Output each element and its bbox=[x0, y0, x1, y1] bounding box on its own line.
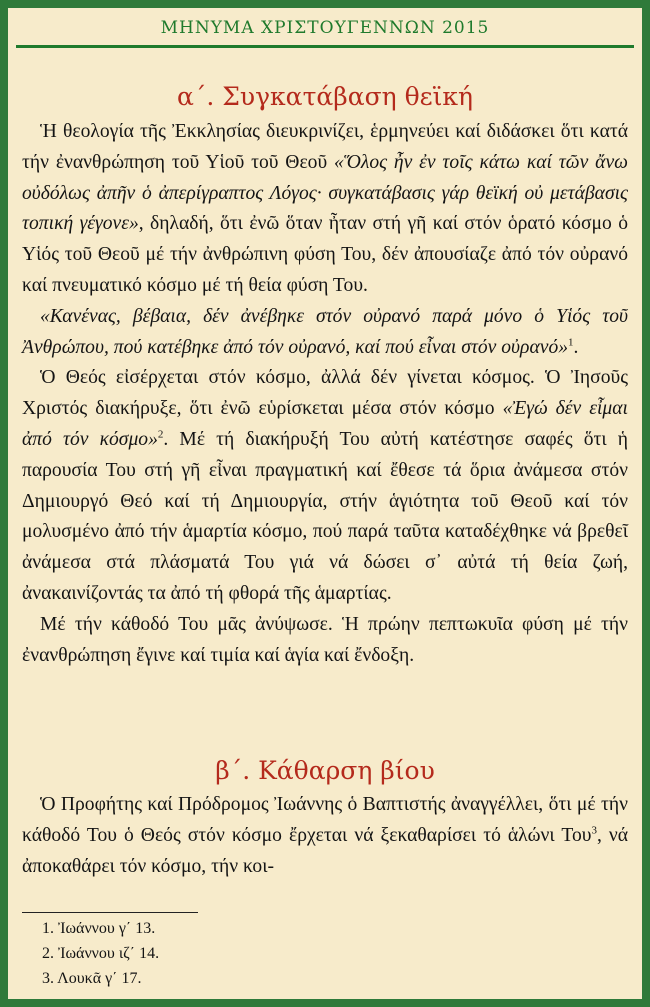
footnote-ref[interactable]: 1 bbox=[568, 336, 574, 349]
quote: «Ὅλος ἦν ἐν τοῖς κάτω καί τῶν ἄνω οὐδόλως ἀπῆν ὁ ἀπερίγραπτος Λόγος· συγκατάβασις γάρ θεϊκή οὐ μετάβασις τοπική γέγονε» bbox=[22, 151, 628, 235]
paragraph: Μέ τήν κάθοδό Του μᾶς ἀνύψωσε. Ἡ πρώην πεπτωκυῖα φύση μέ τήν ἐνανθρώπηση ἔγινε καί τιμία καί ἁγία καί ἔνδοξη. bbox=[22, 613, 628, 666]
footnote: 3. Λουκᾶ γ΄ 17. bbox=[42, 970, 142, 987]
footnote: 1. Ἰωάννου γ΄ 13. bbox=[42, 920, 156, 937]
paragraph: Ἡ θεολογία τῆς Ἐκκλησίας διευκρινίζει, ἑρμηνεύει καί διδάσκει ὅτι κατά τήν ἐνανθρώπηση τοῦ Υἱοῦ τοῦ Θεοῦ «Ὅλος ἦν ἐν τοῖς κάτω καί τῶν ἄνω οὐδόλως ἀπῆν ὁ ἀπερίγραπτος Λόγος· συγκατάβασις γάρ θεϊκή οὐ μετάβασις τοπική γέγονε», δηλαδή, ὅτι ἐνῶ ὅταν ἦταν στή γῆ καί στόν ὁρατό κόσμο ὁ Υἱός τοῦ Θεοῦ μέ τήν ἀνθρώπινη φύση Του, δέν ἀπουσίαζε ἀπό τόν οὐρανό καί πνευματικό κόσμο μέ τή θεία φύση Του. bbox=[22, 121, 628, 296]
section-a-title: α΄. Συγκατάβαση θεϊκή bbox=[176, 82, 474, 111]
footnote-rule bbox=[22, 912, 198, 913]
paragraph: Ὁ Θεός εἰσέρχεται στόν κόσμο, ἀλλά δέν γίνεται κόσμος. Ὁ Ἰησοῦς Χριστός διακήρυξε, ὅτι ἐνῶ εὑρίσκεται μέσα στόν κόσμο «Ἐγώ δέν εἶμαι ἀπό τόν κόσμο»$^2$. Μέ τή διακήρυξή Του αὐτή κατέστησε σαφές ὅτι ἡ παρουσία Του στή γῆ εἶναι πραγματική καί ἔθεσε τά ὅρια ἀνάμεσα στόν Δημιουργό Θεό καί τή Δημιουργία, στήν ἁγιότητα τοῦ Θεοῦ καί τόν μολυσμένο ἀπό τήν ἁμαρτία κόσμο, πού παρά ταῦτα καταδέχθηκε νά βρεθεῖ ἀνάμεσα στά πλάσματά Του γιά νά δώσει σ᾽ αὐτά τή θεία ζωή, ἀνακαινίζοντάς τα ἀπό τή φθορά τῆς ἁμαρτίας. bbox=[22, 367, 629, 604]
section-a-body bbox=[22, 117, 628, 671]
quote: «Ἐγώ δέν εἶμαι ἀπό τόν κόσμο» bbox=[22, 398, 628, 450]
paragraph: Ὁ Προφήτης καί Πρόδρομος Ἰωάννης ὁ Βαπτιστής ἀναγγέλλει, ὅτι μέ τήν κάθοδό Του ὁ Θεός στόν κόσμο ἔρχεται νά ξεκαθαρίσει τό ἁλώνι Του$^3$, νά ἀποκαθάρει τόν κόσμο, τήν κοι- bbox=[22, 794, 629, 877]
page bbox=[8, 8, 642, 999]
paragraph: «Κανένας, βέβαια, δέν ἀνέβηκε στόν οὐρανό παρά μόνο ὁ Υἱός τοῦ Ἀνθρώπου, πού κατέβηκε ἀπό τόν οὐρανό, καί πού εἶναι στόν οὐρανό»$^1$. bbox=[22, 305, 628, 358]
section-b-body bbox=[22, 790, 628, 882]
footnote-ref[interactable]: 2 bbox=[157, 428, 164, 441]
footnote: 2. Ἰωάννου ιζ΄ 14. bbox=[42, 945, 160, 962]
header-rule bbox=[16, 45, 634, 48]
footnotes bbox=[42, 916, 159, 991]
section-b-title: β΄. Κάθαρση βίου bbox=[215, 756, 435, 785]
quote: «Κανένας, βέβαια, δέν ἀνέβηκε στόν οὐρανό παρά μόνο ὁ Υἱός τοῦ Ἀνθρώπου, πού κατέβηκε ἀπό τόν οὐρανό, καί πού εἶναι στόν οὐρανό» bbox=[22, 305, 628, 358]
footnote-ref[interactable]: 3 bbox=[591, 824, 597, 837]
page-header: ΜΗΝΥΜΑ ΧΡΙΣΤΟΥΓΕΝΝΩΝ 2015 bbox=[160, 18, 490, 38]
